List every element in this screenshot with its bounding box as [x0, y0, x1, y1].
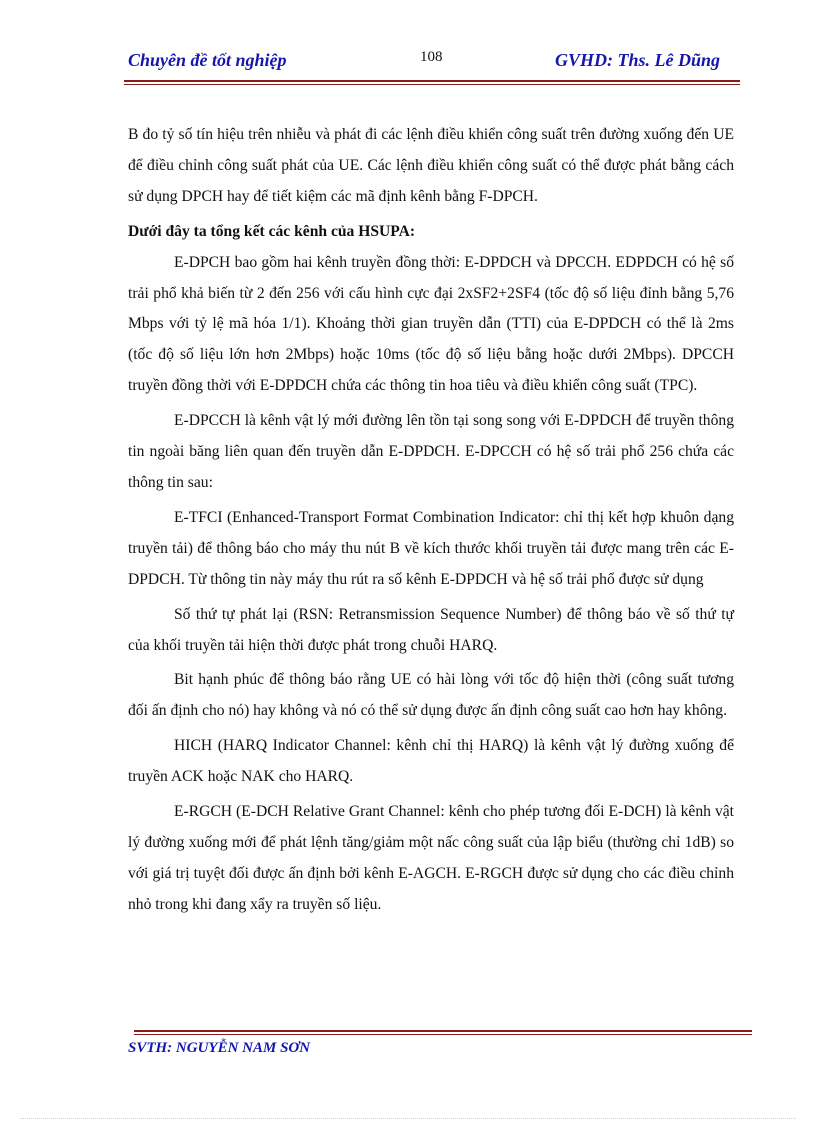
paragraph-rsn: Số thứ tự phát lại (RSN: Retransmission Sequence Number) để thông báo về số thứ tự của khối truyền tải hiện thời được phát trong chuỗi HARQ. — [128, 605, 734, 654]
advisor-name: GVHD: Ths. Lê Dũng — [554, 50, 720, 70]
paragraph-happy-bit: Bit hạnh phúc để thông báo rằng UE có hài lòng với tốc độ hiện thời (công suất tương đối ấn định cho nó) hay không và nó có thể sử dụng được ấn định công suất cao hơn hay không. — [128, 671, 734, 720]
page-edge-line — [20, 1118, 796, 1119]
page-number: 108 — [420, 49, 443, 65]
footer-rule-top — [134, 1030, 752, 1032]
header-rule-bottom — [124, 84, 740, 85]
page-header — [128, 46, 740, 76]
paragraph-intro: B đo tỷ số tín hiệu trên nhiễu và phát đi các lệnh điều khiển công suất trên đường xuống đến UE để điều chỉnh công suất phát của UE. Các lệnh điều khiển công suất có thể được phát bằng cách sử dụng DPCH hay để tiết kiệm các mã định kênh bằng F-DPCH. — [128, 126, 734, 205]
paragraph-e-dpch: E-DPCH bao gồm hai kênh truyền đồng thời: E-DPDCH và DPCCH. EDPDCH có hệ số trải phổ khả biến từ 2 đến 256 với cấu hình cực đại 2xSF2+2SF4 (tốc độ số liệu đỉnh bằng 5,76 Mbps với tỷ lệ mã hóa 1/1). Khoảng thời gian truyền dẫn (TTI) của E-DPDCH có thể là 2ms (tốc độ số liệu lớn hơn 2Mbps) hoặc 10ms (tốc độ số liệu bằng hoặc dưới 2Mbps). DPCCH truyền đồng thời với E-DPDCH chứa các thông tin hoa tiêu và điều khiển công suất (TPC). — [128, 253, 734, 395]
student-name: SVTH: NGUYỄN NAM SƠN — [128, 1040, 311, 1056]
section-heading: Dưới đây ta tổng kết các kênh của HSUPA: — [128, 222, 416, 240]
paragraph-e-dpcch: E-DPCCH là kênh vật lý mới đường lên tồn tại song song với E-DPDCH để truyền thông tin ngoài băng liên quan đến truyền dẫn E-DPDCH. E-DPCCH có hệ số trải phổ 256 chứa các thông tin sau: — [128, 412, 734, 491]
header-rule-top — [124, 80, 740, 82]
page-body — [128, 120, 734, 921]
footer-rule-bottom — [134, 1034, 752, 1035]
paragraph-e-rgch: E-RGCH (E-DCH Relative Grant Channel: kênh cho phép tương đối E-DCH) là kênh vật lý đường xuống mới để phát lệnh tăng/giảm một nấc công suất của lập biểu (thường chỉ 1dB) so với giá trị tuyệt đối được ấn định bởi kênh E-AGCH. E-RGCH được sử dụng cho các điều chỉnh nhỏ trong khi đang xẩy ra truyền số liệu. — [128, 803, 734, 913]
thesis-title: Chuyên đề tốt nghiệp — [128, 50, 287, 70]
paragraph-hich: HICH (HARQ Indicator Channel: kênh chỉ thị HARQ) là kênh vật lý đường xuống để truyền ACK hoặc NAK cho HARQ. — [128, 737, 734, 786]
paragraph-e-tfci: E-TFCI (Enhanced-Transport Format Combination Indicator: chỉ thị kết hợp khuôn dạng truyền tải) để thông báo cho máy thu nút B về kích thước khối truyền tải được mang trên các E-DPDCH. Từ thông tin này máy thu rút ra số kênh E-DPDCH và hệ số trải phổ được sử dụng — [128, 508, 734, 588]
